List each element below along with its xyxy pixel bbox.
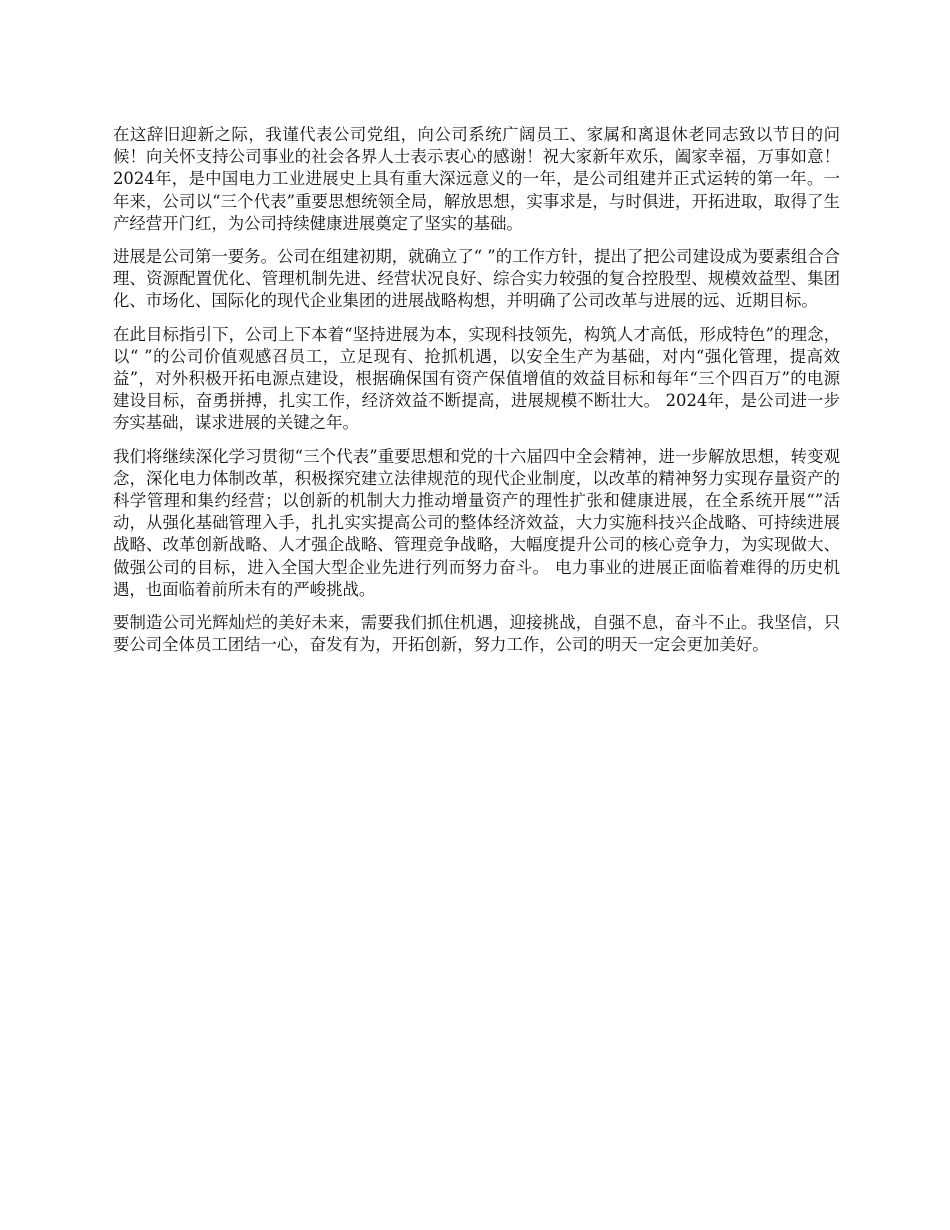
paragraph-4: 我们将继续深化学习贯彻“三个代表”重要思想和党的十六届四中全会精神，进一步解放思想，转变观念，深化电力体制改革，积极探究建立法律规范的现代企业制度，以改革的精神努力实现存量资产的科学管理和集约经营；以创新的机制大力推动增量资产的理性扩张和健康进展，在全系统开展“”活动，从强化基础管理入手，扎扎实实提高公司的整体经济效益，大力实施科技兴企战略、可持续进展战略、改革创新战略、人才强企战略、管理竞争战略，大幅度提升公司的核心竞争力，为实现做大、做强公司的目标，进入全国大型企业先进行列而努力奋斗。 电力事业的进展正面临着难得的历史机遇，也面临着前所未有的严峻挑战。: [113, 446, 840, 599]
paragraph-1: 在这辞旧迎新之际，我谨代表公司党组，向公司系统广阔员工、家属和离退休老同志致以节日的问候！向关怀支持公司事业的社会各界人士表示衷心的感谢！祝大家新年欢乐，阖家幸福，万事如意！ 2024年，是中国电力工业进展史上具有重大深远意义的一年，是公司组建并正式运转的第一年。一年来，公司以“三个代表”重要思想统领全局，解放思想，实事求是，与时俱进，开拓进取，取得了生产经营开门红，为公司持续健康进展奠定了坚实的基础。: [113, 125, 840, 233]
paragraph-3: 在此目标指引下，公司上下本着“坚持进展为本，实现科技领先，构筑人才高低，形成特色”的理念，以“ ”的公司价值观感召员工，立足现有、抢抓机遇，以安全生产为基础，对内“强化管理，提高效益”，对外积极开拓电源点建设，根据确保国有资产保值增值的效益目标和每年“三个四百万”的电源建设目标，奋勇拼搏，扎实工作，经济效益不断提高，进展规模不断壮大。 2024年，是公司进一步夯实基础，谋求进展的关键之年。: [113, 324, 840, 433]
paragraph-5: 要制造公司光辉灿烂的美好未来，需要我们抓住机遇，迎接挑战，自强不息，奋斗不止。我坚信，只要公司全体员工团结一心，奋发有为，开拓创新，努力工作，公司的明天一定会更加美好。: [113, 613, 840, 655]
document-body: [113, 124, 840, 667]
paragraph-2: 进展是公司第一要务。公司在组建初期，就确立了“ ”的工作方针，提出了把公司建设成为要素组合合理、资源配置优化、管理机制先进、经营状况良好、综合实力较强的复合控股型、规模效益型、集团化、市场化、国际化的现代企业集团的进展战略构想，并明确了公司改革与进展的远、近期目标。: [113, 247, 840, 311]
